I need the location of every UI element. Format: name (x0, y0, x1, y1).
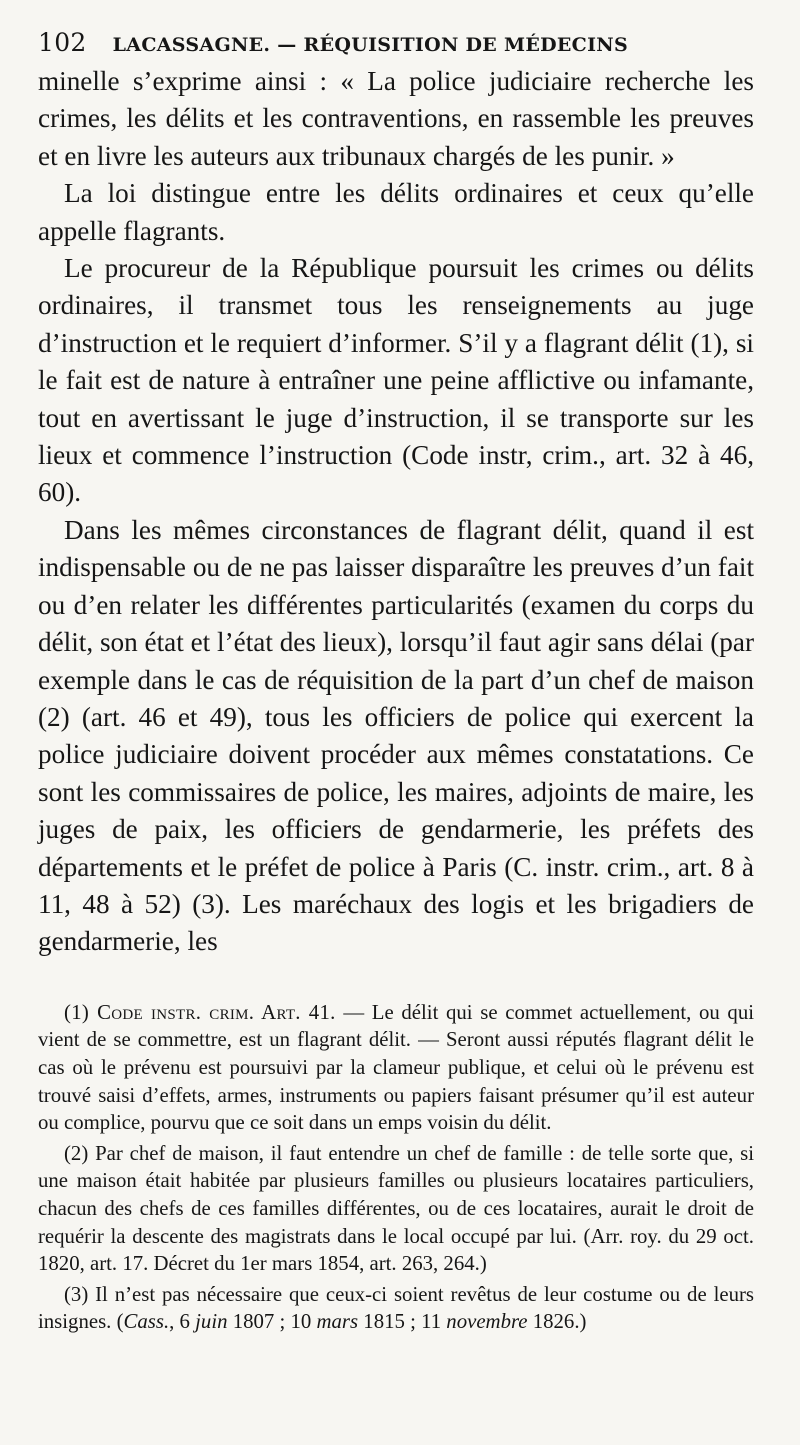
footnote-3-novembre: novembre (446, 1310, 528, 1334)
footnote-3-text-b: , 6 (169, 1310, 196, 1334)
footnote-3-text-c: 1807 ; 10 (227, 1310, 317, 1334)
footnotes (38, 999, 754, 1336)
running-header (38, 28, 754, 57)
footnote-3-text-e: 1826.) (527, 1310, 587, 1334)
footnote-1 (38, 999, 754, 1137)
page-number: 102 (38, 28, 87, 57)
footnote-1-label: (1) Code instr. crim. Art. 41. (64, 1000, 336, 1024)
footnote-2: (2) Par chef de maison, il faut entendre un chef de famille : de telle sorte que, si une maison était habitée par plusieurs familles ou plusieurs locataires particuliers, chacun des chefs de ces familles différentes, ou de ces locataires, aurait le droit de requérir la descente des magistrats dans le local occupé par lui. (Arr. roy. du 29 oct. 1820, art. 17. Décret du 1er mars 1854, art. 263, 264.) (38, 1141, 754, 1276)
footnote-3-juin: juin (195, 1310, 228, 1334)
running-title: LACASSAGNE. — RÉQUISITION DE MÉDECINS (112, 34, 628, 56)
paragraph-3: Le procureur de la République poursuit les crimes ou délits ordinaires, il transmet tous les renseignements au juge d’instruction et le requiert d’informer. S’il y a flagrant délit (1), si le fait est de nature à entraîner une peine afflictive ou infamante, tout en avertissant le juge d’instruction, il se transporte sur les lieux et commence l’instruction (Code instr, crim., art. 32 à 46, 60). (38, 253, 754, 508)
footnote-3-mars: mars (316, 1310, 359, 1334)
paragraph-1: minelle s’exprime ainsi : « La police judiciaire recherche les crimes, les délits et les contraventions, en rassemble les preuves et en livre les auteurs aux tribunaux chargés de les punir. » (38, 66, 754, 171)
footnote-3 (38, 1281, 754, 1336)
footnote-3-text-d: 1815 ; 11 (358, 1310, 447, 1334)
main-text (38, 63, 754, 961)
footnote-1-text: — Le délit qui se commet actuellement, ou qui vient de se commettre, est un flagrant délit. — Seront aussi réputés flagrant délit le cas où le prévenu est poursuivi par la clameur publique, et celui où le prévenu est trouvé saisi d’effets, armes, instruments ou papiers faisant présumer qu’il est auteur ou complice, pourvu que ce soit dans un emps voisin du délit. (38, 1000, 755, 1135)
paragraph-4: Dans les mêmes circonstances de flagrant délit, quand il est indispensable ou de ne pas laisser disparaître les preuves d’un fait ou d’en relater les différentes particularités (examen du corps du délit, son état et l’état des lieux), lorsqu’il faut agir sans délai (par exemple dans le cas de réquisition de la part d’un chef de maison (2) (art. 46 et 49), tous les officiers de police qui exercent la police judiciaire doivent procéder aux mêmes constatations. Ce sont les commissaires de police, les maires, adjoints de maire, les juges de paix, les officiers de gendarmerie, les préfets des départements et le préfet de police à Paris (C. instr. crim., art. 8 à 11, 48 à 52) (3). Les maréchaux des logis et les brigadiers de gendarmerie, les (38, 514, 754, 957)
footnote-3-text: (3) Il n’est pas nécessaire que ceux-ci soient revêtus de leur costume ou de leurs insignes. ( (38, 1282, 754, 1334)
paragraph-2: La loi distingue entre les délits ordinaires et ceux qu’elle appelle flagrants. (38, 178, 754, 246)
footnote-3-cass: Cass. (123, 1310, 170, 1334)
